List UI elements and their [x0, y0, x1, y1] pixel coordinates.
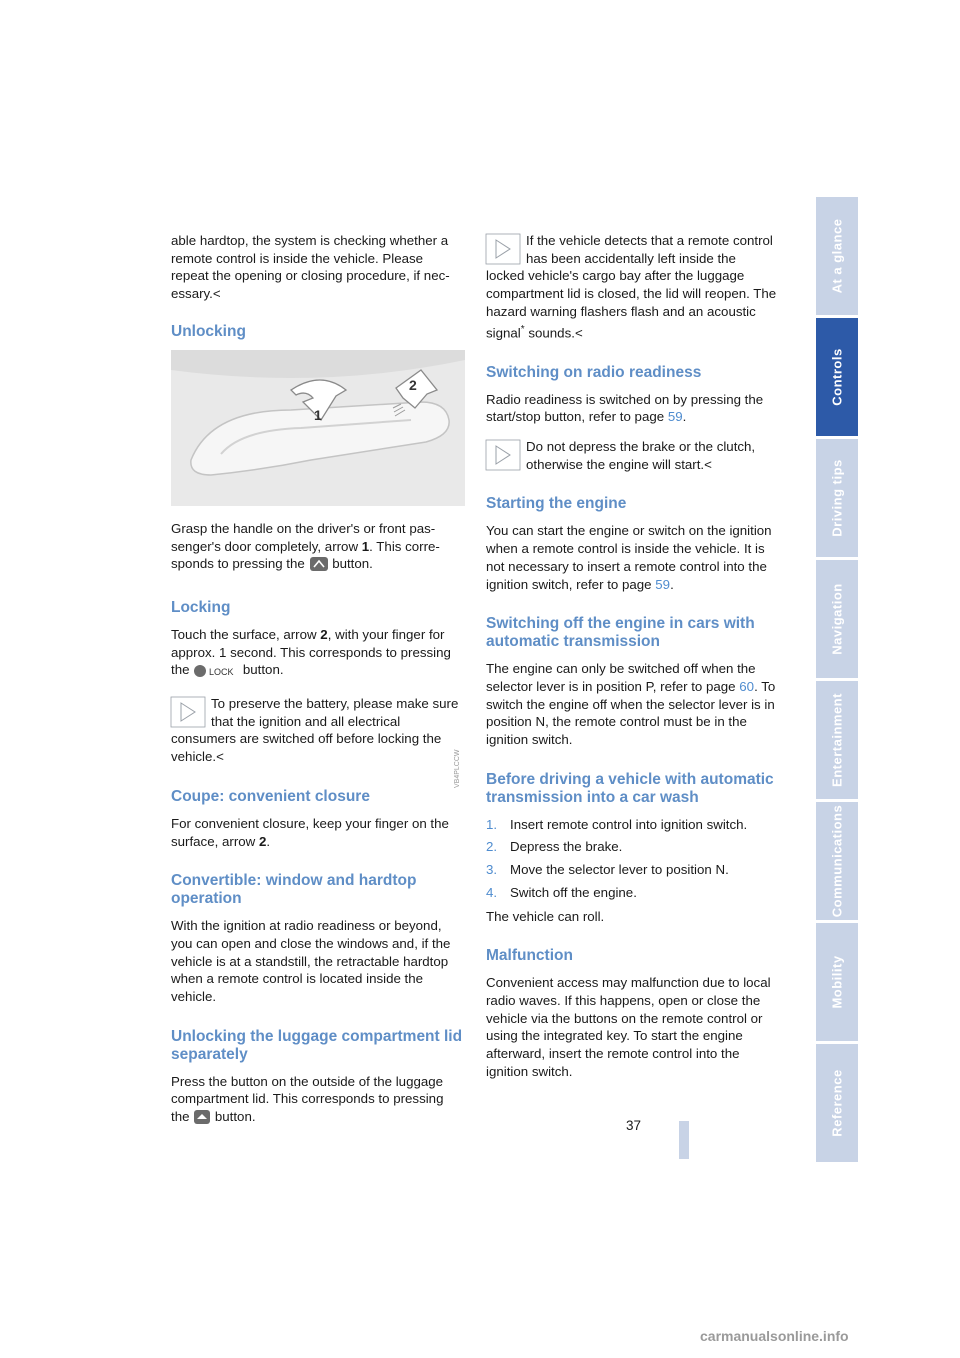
tab-mobility[interactable]: Mobility [816, 923, 858, 1041]
section-title-coupe: Coupe: convenient closure [171, 787, 370, 805]
tab-navigation[interactable]: Navigation [816, 560, 858, 678]
page-link-59[interactable]: 59 [655, 576, 671, 592]
tab-communications[interactable]: Communications [816, 802, 858, 920]
unlock-button-icon [309, 556, 329, 577]
tab-driving-tips[interactable]: Driving tips [816, 439, 858, 557]
section-title-luggage: Unlocking the luggage compartment lid separately [171, 1027, 463, 1063]
convertible-paragraph: With the ignition at radio readiness or beyond, you can open and close the windows and, if the vehicle is at a standstill, the retractable hardtop when a remote control is located inside the vehicle. [171, 918, 451, 1005]
coupe-paragraph: For convenient closure, keep your finger on the surface, arrow 2. [171, 815, 449, 849]
tab-entertainment[interactable]: Entertainment [816, 681, 858, 799]
list-item: 1. Insert remote control into ignition switch. [486, 816, 748, 832]
note-triangle-icon [171, 697, 205, 727]
trunk-button-icon [193, 1109, 211, 1130]
note-triangle-icon [486, 234, 520, 264]
section-title-starting: Starting the engine [486, 495, 627, 513]
page-link-60[interactable]: 60 [739, 678, 755, 694]
left-column [171, 232, 463, 1142]
chapter-tabs [816, 197, 858, 1165]
note-triangle-icon [486, 440, 520, 470]
list-item: 4. Switch off the engine. [486, 884, 637, 900]
carwash-steps [486, 816, 778, 902]
footer-watermark: carmanualsonline.info [700, 1328, 849, 1344]
list-item: 2. Depress the brake. [486, 839, 623, 855]
section-title-convertible: Convertible: window and hardtop operation [171, 872, 417, 908]
locking-note: To preserve the battery, please make sure that the ignition and all electrical consumers are switched off before locking the vehicle.< [171, 696, 459, 765]
section-title-malfunction: Malfunction [486, 947, 573, 965]
tab-at-a-glance[interactable]: At a glance [816, 197, 858, 315]
radio-paragraph: Radio readiness is switched on by pressing the start/stop button, refer to page 59. [486, 391, 764, 425]
locking-paragraph: Touch the surface, arrow 2, with your finger for approx. 1 second. This corresponds to pressing the LOCK button. [171, 626, 463, 683]
tab-controls[interactable]: Controls [816, 318, 858, 436]
carwash-after: The vehicle can roll. [486, 908, 605, 924]
page-marker-bar [679, 1121, 689, 1159]
section-title-switching-off: Switching off the engine in cars with automatic transmission [486, 615, 755, 651]
figure-watermark: VB4PLCCW [454, 749, 461, 788]
cargo-note: If the vehicle detects that a remote control has been accidentally left inside the locked vehicle's cargo bay after the luggage compartment lid is closed, the lid will reopen. The hazard warning flashers flash and an acoustic signal* sounds.< [486, 233, 777, 340]
list-item: 3. Move the selector lever to position N. [486, 862, 729, 878]
luggage-paragraph: Press the button on the outside of the luggage compartment lid. This corresponds to pressing the button. [171, 1073, 463, 1130]
starting-paragraph: You can start the engine or switch on the ignition when a remote control is inside the vehicle. It is not necessary to insert a remote control into the ignition switch, refer to page 59. [486, 523, 772, 592]
malfunction-paragraph: Convenient access may malfunction due to local radio waves. If this happens, open or close the vehicle via the buttons on the remote control or using the integrated key. To start the engine afterward, insert the remote control into the ignition switch. [486, 975, 771, 1079]
page-link-59[interactable]: 59 [667, 409, 683, 425]
unlocking-paragraph: Grasp the handle on the driver's or front passenger's door completely, arrow 1. This corresponds to pressing the button. [171, 520, 463, 577]
right-column [486, 232, 778, 1093]
section-title-unlocking: Unlocking [171, 322, 246, 340]
section-title-carwash: Before driving a vehicle with automatic transmission into a car wash [486, 770, 774, 806]
intro-paragraph: able hardtop, the system is checking whether a remote control is inside the vehicle. Please repeat the opening or closing procedure, if necessary.< [171, 233, 450, 302]
section-title-radio: Switching on radio readiness [486, 363, 702, 381]
section-title-locking: Locking [171, 598, 231, 616]
switching-off-paragraph: The engine can only be switched off when the selector lever is in position P, refer to page 60. To switch the engine off when the selector lever is in position N, the remote control must be in the ignition switch. [486, 661, 776, 748]
radio-note: Do not depress the brake or the clutch, otherwise the engine will start.< [486, 438, 778, 473]
tab-reference[interactable]: Reference [816, 1044, 858, 1162]
page-number: 37 [626, 1118, 642, 1133]
figure-label-1: 1 [314, 406, 322, 423]
lock-button-icon [193, 664, 239, 683]
figure-label-2: 2 [409, 376, 417, 393]
svg-text:LOCK: LOCK [209, 667, 234, 678]
